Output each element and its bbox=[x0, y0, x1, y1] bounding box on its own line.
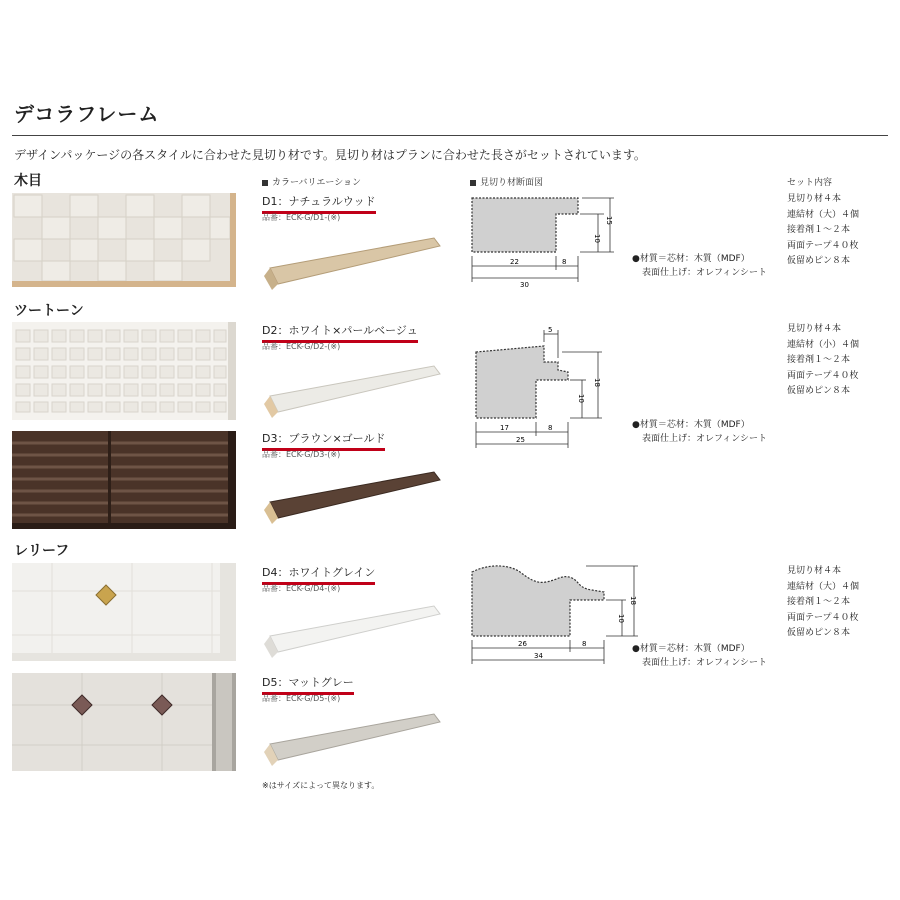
dim-label: 8 bbox=[562, 258, 567, 266]
footnote: ※はサイズによって異なります。 bbox=[262, 781, 380, 790]
dim-label: 17 bbox=[500, 424, 509, 432]
intro-text: デザインパッケージの各スタイルに合わせた見切り材です。見切り材はプランに合わせた長さがセットされています。 bbox=[14, 148, 646, 162]
square-bullet-icon bbox=[470, 180, 476, 186]
cross-section-relief bbox=[462, 558, 642, 668]
set-contents-list-1: 見切り材４本 連結材（大）４個 接着剤１～２本 両面テープ４０枚 仮留めピン８本 bbox=[787, 194, 860, 266]
dim-label: 25 bbox=[516, 436, 525, 444]
variant-d3-code: D3：ブラウン×ゴールド bbox=[262, 430, 385, 451]
material-note-2: ●材質＝芯材：木質（MDF） 表面仕上げ：オレフィンシート bbox=[632, 420, 768, 444]
variant-d1-part-number: 品番：ECK-G/D1-(※) bbox=[262, 213, 341, 222]
variant-d4-part-number: 品番：ECK-G/D4-(※) bbox=[262, 584, 341, 593]
cross-section-header: 見切り材断面図 bbox=[470, 175, 543, 188]
variant-d5-part-number: 品番：ECK-G/D5-(※) bbox=[262, 694, 341, 703]
cross-section-wood bbox=[462, 190, 622, 290]
dim-label: 18 bbox=[629, 596, 637, 605]
variant-d3-part-number: 品番：ECK-G/D3-(※) bbox=[262, 450, 341, 459]
dim-label: 34 bbox=[534, 652, 543, 660]
color-variation-header: カラーバリエーション bbox=[262, 175, 361, 188]
cross-section-two-tone bbox=[462, 322, 622, 452]
relief-white-panel-photo bbox=[12, 563, 236, 661]
dim-label: 30 bbox=[520, 281, 529, 289]
dim-label: 8 bbox=[582, 640, 587, 648]
material-note-1: ●材質＝芯材：木質（MDF） 表面仕上げ：オレフィンシート bbox=[632, 254, 768, 278]
category-label-relief: レリーフ bbox=[14, 543, 70, 559]
dim-label: 8 bbox=[548, 424, 553, 432]
dim-label: 15 bbox=[605, 216, 613, 225]
dim-label: 18 bbox=[593, 378, 601, 387]
molding-d1-image bbox=[262, 232, 442, 294]
page-title: デコラフレーム bbox=[14, 102, 160, 126]
set-contents-header: セット内容 bbox=[787, 178, 833, 188]
category-label-two-tone: ツートーン bbox=[14, 303, 84, 319]
relief-gray-panel-photo bbox=[12, 673, 236, 771]
dim-label: 5 bbox=[548, 326, 553, 334]
material-note-3: ●材質＝芯材：木質（MDF） 表面仕上げ：オレフィンシート bbox=[632, 644, 768, 668]
dim-label: 10 bbox=[577, 394, 585, 403]
set-contents-list-2: 見切り材４本 連結材（小）４個 接着剤１～２本 両面テープ４０枚 仮留めピン８本 bbox=[787, 324, 860, 396]
variant-d4-code: D4：ホワイトグレイン bbox=[262, 564, 375, 585]
molding-d4-image bbox=[262, 600, 442, 662]
wood-panel-photo bbox=[12, 193, 236, 287]
dim-label: 10 bbox=[617, 614, 625, 623]
variant-d2-part-number: 品番：ECK-G/D2-(※) bbox=[262, 342, 341, 351]
title-divider bbox=[12, 135, 888, 136]
category-label-wood: 木目 bbox=[14, 173, 42, 189]
two-tone-brown-panel-photo bbox=[12, 431, 236, 529]
dim-label: 26 bbox=[518, 640, 527, 648]
molding-d3-image bbox=[262, 466, 442, 528]
molding-d2-image bbox=[262, 360, 442, 422]
dim-label: 10 bbox=[593, 234, 601, 243]
set-contents-list-3: 見切り材４本 連結材（大）４個 接着剤１～２本 両面テープ４０枚 仮留めピン８本 bbox=[787, 566, 860, 638]
variant-d2-code: D2：ホワイト×パールベージュ bbox=[262, 322, 418, 343]
square-bullet-icon bbox=[262, 180, 268, 186]
variant-d5-code: D5：マットグレー bbox=[262, 674, 354, 695]
molding-d5-image bbox=[262, 708, 442, 770]
dim-label: 22 bbox=[510, 258, 519, 266]
variant-d1-code: D1：ナチュラルウッド bbox=[262, 193, 376, 214]
two-tone-white-panel-photo bbox=[12, 322, 236, 420]
